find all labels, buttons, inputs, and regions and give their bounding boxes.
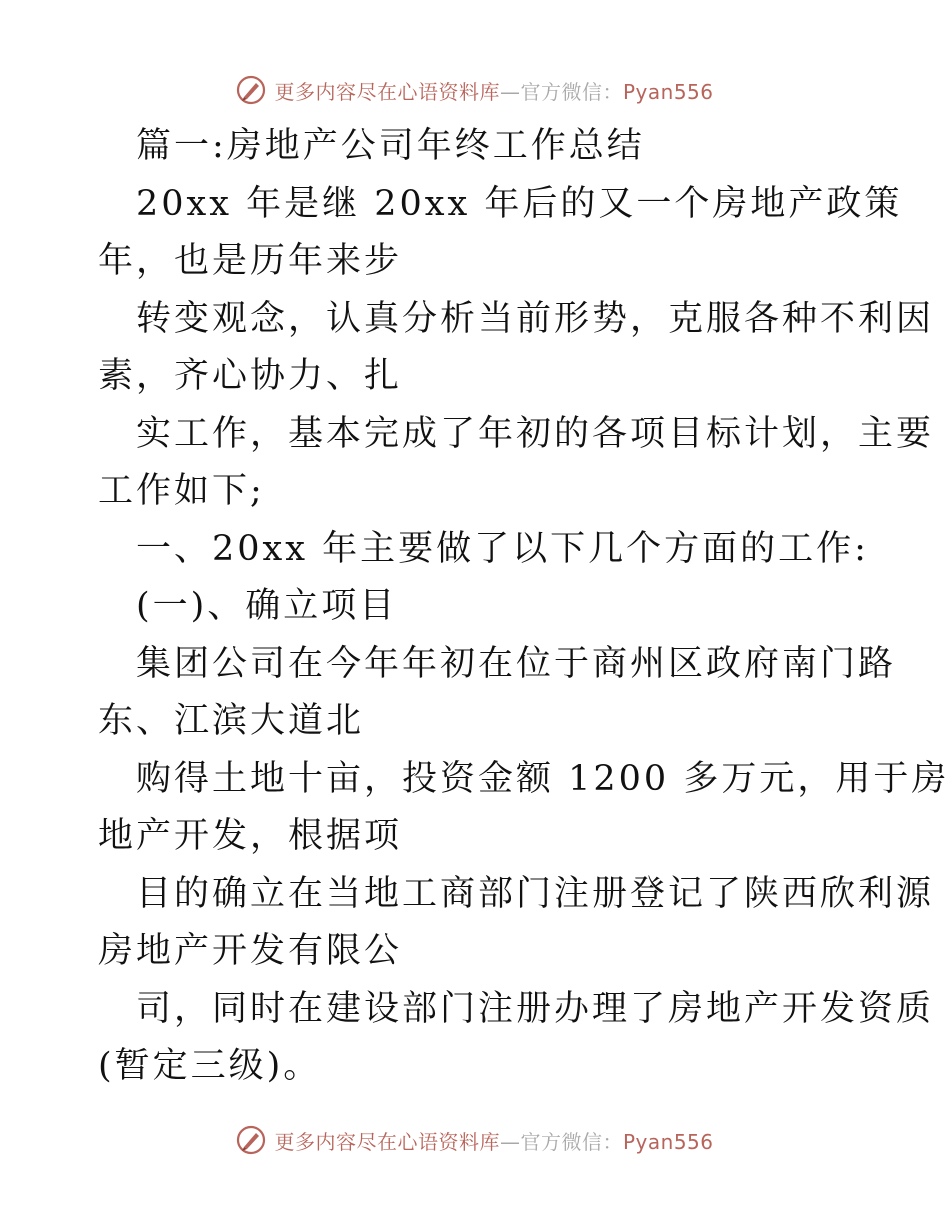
footer-banner [0,1120,950,1160]
banner-wechat-label: 官方微信： [520,1129,623,1154]
banner-dash: — [499,1129,521,1154]
paragraph-line: 工作如下; [98,471,265,511]
paragraph-line: 转变观念，认真分析当前形势，克服各种不利因 [136,298,935,339]
banner-text [274,1126,713,1155]
paragraph-line: 实工作，基本完成了年初的各项目标计划，主要 [136,413,935,454]
paragraph-line: 20xx 年是继 20xx 年后的又一个房地产政策 [136,183,903,224]
paragraph-line: 地产开发，根据项 [98,816,403,856]
paragraph-line: 东、江滨大道北 [98,701,365,741]
section-heading: 一、20xx 年主要做了以下几个方面的工作: [136,528,869,569]
document-title: 篇一:房地产公司年终工作总结 [136,126,645,166]
header-banner [0,70,950,110]
document-body [98,118,950,1096]
paragraph-line: 目的确立在当地工商部门注册登记了陕西欣利源 [136,873,935,914]
banner-wechat-id: Pyan556 [622,79,714,104]
paragraph-line: 素，齐心协力、扎 [98,356,403,396]
banner-wechat-id: Pyan556 [622,1129,714,1154]
banner-wechat-label: 官方微信： [520,79,623,104]
banner-text [274,76,713,105]
banner-site-text: 更多内容尽在心语资料库 [274,79,500,104]
paragraph-line: 年，也是历年来步 [98,241,403,281]
banner-site-text: 更多内容尽在心语资料库 [274,1129,500,1154]
feather-pen-logo-icon [236,75,266,105]
paragraph-line: 集团公司在今年年初在位于商州区政府南门路 [136,643,897,684]
paragraph-line: 房地产开发有限公 [98,931,403,971]
paragraph-line: 司，同时在建设部门注册办理了房地产开发资质 [136,988,935,1029]
banner-dash: — [499,79,521,104]
feather-pen-logo-icon [236,1125,266,1155]
subsection-heading: (一)、确立项目 [136,586,398,626]
paragraph-line: 购得土地十亩，投资金额 1200 多万元，用于房 [136,758,950,799]
paragraph-line: (暂定三级)。 [98,1046,322,1086]
